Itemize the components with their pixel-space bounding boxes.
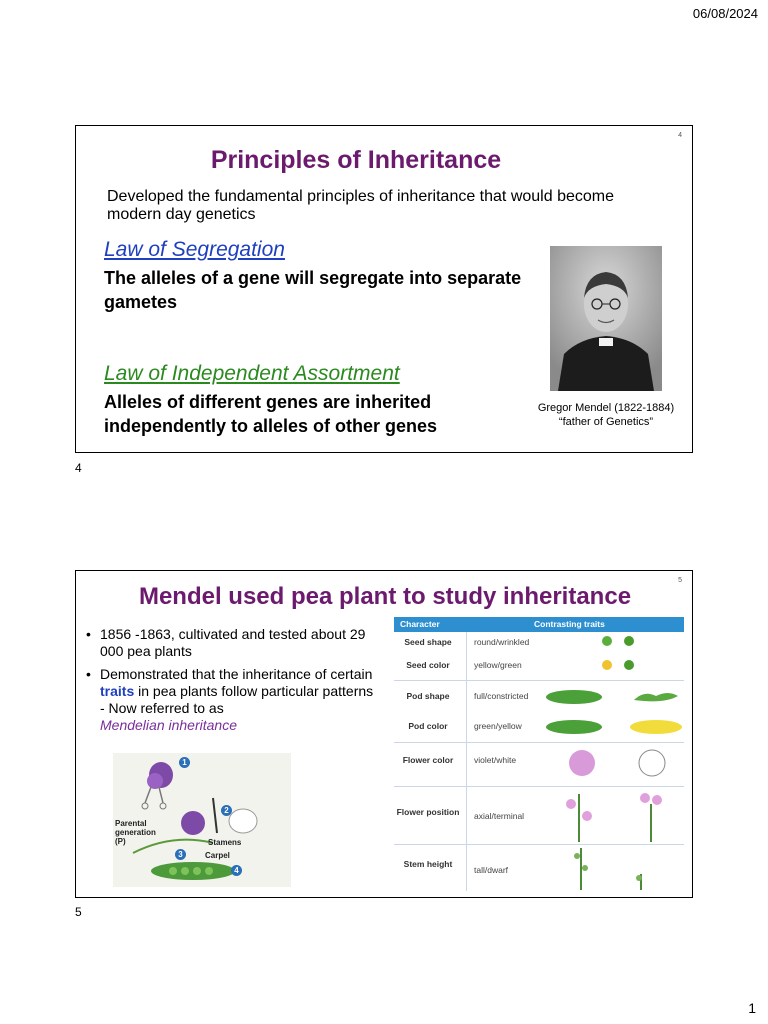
parental-generation-label: Parental generation (P) — [115, 819, 156, 846]
carpel-label: Carpel — [205, 851, 230, 860]
table-row — [394, 710, 684, 742]
header-date: 06/08/2024 — [692, 6, 758, 21]
row-character: Stem height — [403, 859, 453, 869]
row-character: Pod shape — [406, 691, 450, 701]
pod-shape-icon — [544, 686, 684, 708]
slide-footer-number: 4 — [75, 461, 82, 475]
slide-title: Mendel used pea plant to study inheritance — [138, 583, 632, 610]
bullet-text: 1856 -1863, cultivated and tested about 29 000 pea plants — [100, 626, 366, 659]
seed-shape-icon — [599, 634, 639, 648]
law-segregation-title: Law of Segregation — [104, 238, 285, 261]
law-independent-assortment-title: Law of Independent Assortment — [104, 362, 400, 385]
row-traits: violet/white — [474, 755, 517, 765]
mendelian-inheritance-term: Mendelian inheritance — [100, 717, 237, 733]
table-row — [394, 844, 684, 892]
flower-color-icon — [564, 745, 674, 785]
portrait-caption — [526, 401, 686, 429]
table-header — [394, 617, 684, 632]
row-character: Pod color — [408, 721, 448, 731]
row-character: Seed color — [406, 660, 450, 670]
contrasting-traits-table — [394, 617, 684, 891]
bullet-text: in pea plants follow particular patterns - Now referred to as — [100, 683, 374, 716]
column-header-traits: Contrasting traits — [534, 619, 605, 629]
column-header-character: Character — [400, 619, 440, 629]
bullet-item — [86, 666, 381, 734]
slide-title: Principles of Inheritance — [210, 146, 502, 174]
step-3-marker: 3 — [175, 849, 186, 860]
table-row — [394, 650, 684, 680]
row-character: Flower color — [402, 755, 454, 765]
slide-footer-number: 5 — [75, 905, 82, 919]
slide-principles — [75, 125, 693, 453]
row-traits: tall/dwarf — [474, 865, 509, 875]
pod-color-icon — [544, 715, 684, 739]
pollination-diagram — [113, 753, 291, 887]
table-row — [394, 786, 684, 845]
slide-pea-plant — [75, 570, 693, 898]
step-4-marker: 4 — [231, 865, 242, 876]
page-number: 1 — [748, 1000, 756, 1016]
row-character: Flower position — [396, 807, 460, 817]
flower-position-icon — [559, 790, 679, 844]
row-traits: axial/terminal — [474, 811, 525, 821]
intro-text: Developed the fundamental principles of inheritance that would become modern day genetics — [107, 188, 614, 223]
table-row — [394, 632, 684, 650]
traits-highlight: traits — [100, 683, 135, 699]
bullet-item — [86, 626, 381, 660]
row-character: Seed shape — [404, 637, 452, 647]
table-row — [394, 742, 684, 787]
law-segregation-text: The alleles of a gene will segregate into separate gametes — [104, 268, 522, 312]
stamens-label: Stamens — [208, 838, 242, 847]
caption-title: “father of Genetics” — [558, 416, 654, 428]
row-traits: round/wrinkled — [474, 637, 530, 647]
row-traits: green/yellow — [474, 721, 522, 731]
table-row — [394, 680, 684, 711]
law-independent-assortment-text: Alleles of different genes are inherited independently to alleles of other genes — [104, 392, 438, 436]
mendel-portrait — [550, 246, 662, 391]
row-traits: yellow/green — [474, 660, 522, 670]
caption-name: Gregor Mendel (1822-1884) — [537, 402, 675, 414]
stem-height-icon — [569, 846, 679, 892]
seed-color-icon — [599, 658, 639, 672]
slide-number: 4 — [678, 132, 682, 139]
step-2-marker: 2 — [221, 805, 232, 816]
row-traits: full/constricted — [474, 691, 529, 701]
bullet-text: Demonstrated that the inheritance of certain — [100, 666, 373, 682]
slide-number: 5 — [678, 577, 682, 584]
step-1-marker: 1 — [179, 757, 190, 768]
bullet-list — [86, 626, 381, 740]
